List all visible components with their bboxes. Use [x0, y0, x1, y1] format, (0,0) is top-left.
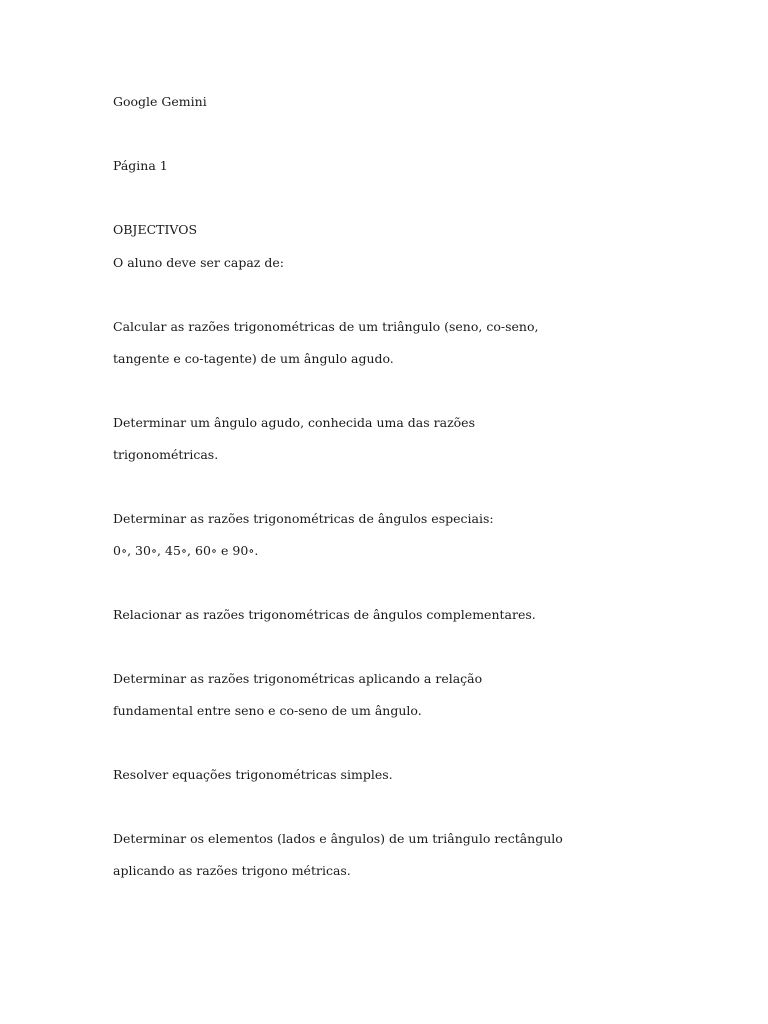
objective-line: Determinar as razões trigonométricas aplicando a relação — [113, 671, 483, 686]
document-title: Google Gemini — [113, 94, 207, 109]
objective-line: Determinar as razões trigonométricas de ângulos especiais: — [113, 511, 494, 526]
objective-line: aplicando as razões trigono métricas. — [113, 863, 351, 878]
section-heading: OBJECTIVOS — [113, 222, 198, 237]
objective-line: Resolver equações trigonométricas simples. — [113, 767, 393, 782]
objective-line: 0∘, 30∘, 45∘, 60∘ e 90∘. — [113, 543, 259, 558]
page-number-label: Página 1 — [113, 158, 168, 173]
section-intro: O aluno deve ser capaz de: — [113, 255, 284, 270]
objective-line: Determinar um ângulo agudo, conhecida uma das razões — [113, 415, 475, 430]
objective-line: Determinar os elementos (lados e ângulos) de um triângulo rectângulo — [113, 831, 563, 846]
objective-line: tangente e co-tagente) de um ângulo agudo. — [113, 351, 394, 366]
objective-line: trigonométricas. — [113, 447, 219, 462]
objective-line: fundamental entre seno e co-seno de um ângulo. — [113, 703, 422, 718]
objective-line: Calcular as razões trigonométricas de um triângulo (seno, co-seno, — [113, 319, 539, 334]
objective-line: Relacionar as razões trigonométricas de ângulos complementares. — [113, 607, 536, 622]
